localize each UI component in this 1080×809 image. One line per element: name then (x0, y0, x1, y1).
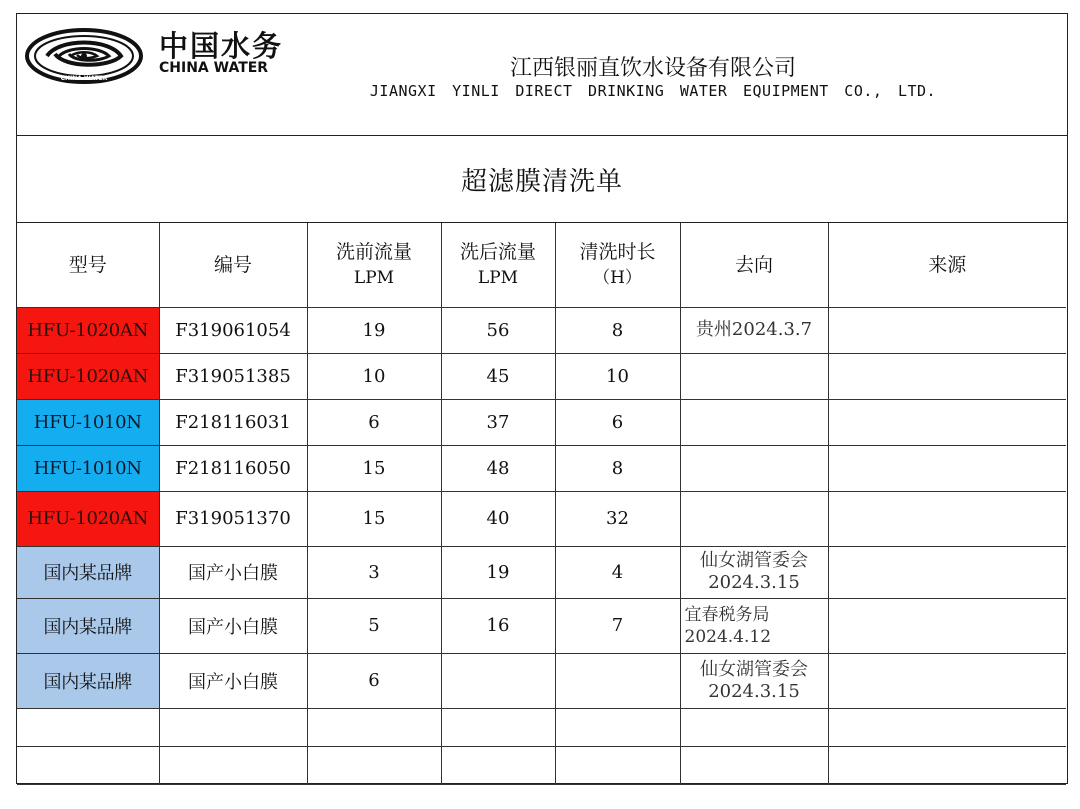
cell-serial: 国产小白膜 (159, 653, 307, 708)
cell-duration: 8 (555, 445, 680, 491)
col-header-model: 型号 (17, 223, 159, 307)
table-row (17, 653, 1066, 708)
table-row (17, 746, 1066, 784)
cell-destination (680, 708, 828, 746)
destination-line: 宜春税务局 (684, 604, 770, 625)
cell-post-flow: 40 (441, 491, 555, 546)
cell-source (828, 653, 1066, 708)
cell-destination (680, 598, 828, 653)
destination-line: 贵州2024.3.7 (695, 319, 813, 340)
cell-model: HFU-1020AN (17, 307, 159, 353)
cell-serial: F218116050 (159, 445, 307, 491)
col-header-source: 来源 (828, 223, 1066, 307)
cell-pre-flow: 3 (307, 546, 441, 598)
cell-destination (680, 491, 828, 546)
cell-source (828, 491, 1066, 546)
cell-source (828, 708, 1066, 746)
cell-model (17, 708, 159, 746)
cell-destination (680, 399, 828, 445)
cell-post-flow: 56 (441, 307, 555, 353)
cell-duration (555, 746, 680, 784)
cell-post-flow: 37 (441, 399, 555, 445)
destination-date: 2024.4.12 (684, 626, 772, 647)
table-row (17, 546, 1066, 598)
cell-duration: 8 (555, 307, 680, 353)
cell-serial: 国产小白膜 (159, 598, 307, 653)
destination-date: 2024.3.15 (708, 680, 800, 702)
cell-post-flow (441, 708, 555, 746)
company-name-cn: 江西银丽直饮水设备有限公司 (509, 56, 796, 81)
cell-model: 国内某品牌 (17, 598, 159, 653)
cell-post-flow (441, 746, 555, 784)
table-row (17, 307, 1066, 353)
table-row (17, 708, 1066, 746)
col-header-duration: 清洗时长 （H） (555, 223, 680, 307)
cell-serial: F319051385 (159, 353, 307, 399)
cell-source (828, 399, 1066, 445)
cell-pre-flow (307, 708, 441, 746)
cell-serial (159, 708, 307, 746)
cell-source (828, 598, 1066, 653)
company-name-en: JIANGXI YINLI DIRECT DRINKING WATER EQUIPMENT CO., LTD. (369, 82, 937, 100)
cell-post-flow: 19 (441, 546, 555, 598)
cell-duration: 7 (555, 598, 680, 653)
cell-destination (680, 445, 828, 491)
cell-serial: F319061054 (159, 307, 307, 353)
cell-duration (555, 653, 680, 708)
cell-source (828, 746, 1066, 784)
cell-source (828, 307, 1066, 353)
logo-ring-text: CHINA WATER (60, 75, 108, 82)
cell-model (17, 746, 159, 784)
cell-pre-flow: 15 (307, 445, 441, 491)
destination-date: 2024.3.15 (708, 572, 800, 593)
cell-pre-flow: 10 (307, 353, 441, 399)
col-header-pre-flow: 洗前流量 LPM (307, 223, 441, 307)
cell-duration: 4 (555, 546, 680, 598)
cell-post-flow: 16 (441, 598, 555, 653)
cell-model: 国内某品牌 (17, 546, 159, 598)
table-row (17, 491, 1066, 546)
sheet-title: 超滤膜清洗单 (460, 166, 623, 197)
cell-duration: 6 (555, 399, 680, 445)
cell-model: HFU-1010N (17, 399, 159, 445)
cell-duration (555, 708, 680, 746)
table-row (17, 598, 1066, 653)
cell-post-flow (441, 653, 555, 708)
letterhead (17, 14, 1067, 136)
cleaning-sheet (16, 13, 1068, 784)
cell-pre-flow: 5 (307, 598, 441, 653)
cell-pre-flow: 6 (307, 653, 441, 708)
cell-source (828, 445, 1066, 491)
title-row (17, 136, 1067, 223)
cell-duration: 10 (555, 353, 680, 399)
table-header-row (17, 223, 1066, 307)
cell-destination (680, 653, 828, 708)
cell-serial: 国产小白膜 (159, 546, 307, 598)
cleaning-table (17, 223, 1066, 785)
cell-destination (680, 746, 828, 784)
table-row (17, 353, 1066, 399)
cell-source (828, 546, 1066, 598)
cell-serial: F218116031 (159, 399, 307, 445)
col-header-post-flow: 洗后流量 LPM (441, 223, 555, 307)
table-row (17, 399, 1066, 445)
brand-name-en: CHINA WATER (159, 60, 269, 76)
table-row (17, 445, 1066, 491)
cell-pre-flow: 6 (307, 399, 441, 445)
cell-pre-flow (307, 746, 441, 784)
cell-destination (680, 546, 828, 598)
brand-name-cn: 中国水务 (159, 29, 284, 63)
destination-line: 仙女湖管委会 (700, 550, 808, 571)
cell-post-flow: 48 (441, 445, 555, 491)
cell-model: HFU-1020AN (17, 353, 159, 399)
cell-model: HFU-1020AN (17, 491, 159, 546)
cell-model: 国内某品牌 (17, 653, 159, 708)
destination-line: 仙女湖管委会 (700, 658, 808, 680)
cell-pre-flow: 15 (307, 491, 441, 546)
cell-serial: F319051370 (159, 491, 307, 546)
cell-pre-flow: 19 (307, 307, 441, 353)
cell-model: HFU-1010N (17, 445, 159, 491)
cell-destination (680, 307, 828, 353)
cell-post-flow: 45 (441, 353, 555, 399)
col-header-serial: 编号 (159, 223, 307, 307)
cell-destination (680, 353, 828, 399)
col-header-destination: 去向 (680, 223, 828, 307)
cell-source (828, 353, 1066, 399)
cell-duration: 32 (555, 491, 680, 546)
cell-serial (159, 746, 307, 784)
